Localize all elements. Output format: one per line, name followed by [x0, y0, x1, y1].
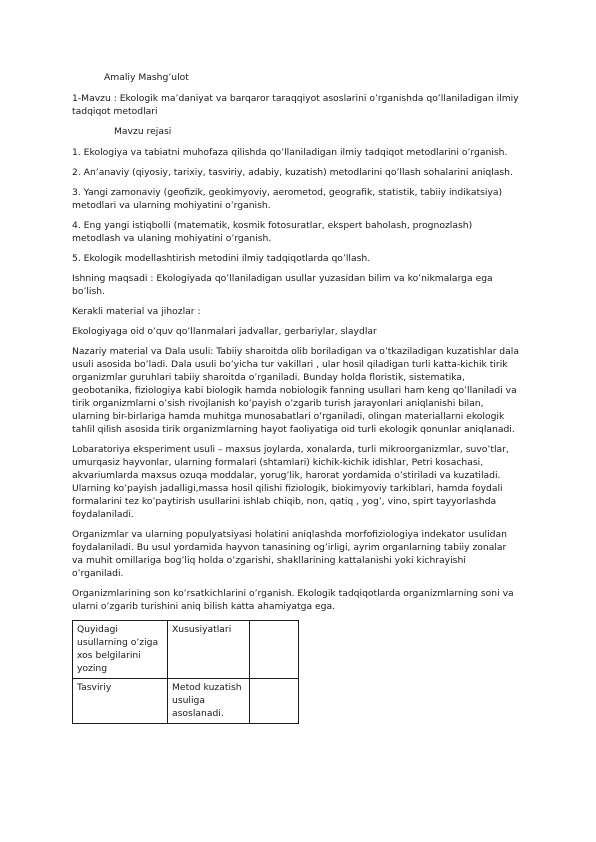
plan-item-3: 3. Yangi zamonaviy (geofizik, geokimyoviy, aerometod, geografik, statistik, tabiiy indikatsiya) metodlari va ularning mohiyatini o’rganish.: [72, 187, 503, 211]
plan-heading: Mavzu rejasi: [114, 126, 172, 137]
table-cell: Xususiyatlari: [168, 621, 250, 679]
table-cell: Quyidagi usullarning o’ziga xos belgilarini yozing: [73, 621, 168, 679]
table-cell: Tasviriy: [73, 679, 168, 724]
paragraph-morpho-method: Organizmlar va ularning populyatsiyasi holatini aniqlashda morfofiziologiya indekator usulidan foydalaniladi. Bu usul yordamida hayvon tanasining og’irligi, ayrim organlarning tabiiy zonalar va muhit omillariga bog’liq holda o’zgarishi, shakllarining kattalanishi yoki kichrayishi o’rganiladi.: [72, 529, 507, 579]
plan-item-2: 2. An’anaviy (qiyosiy, tarixiy, tasviriy, adabiy, kuzatish) metodlarini qo’llash sohalarini aniqlash.: [72, 167, 513, 178]
paragraph-field-method: Nazariy material va Dala usuli: Tabiiy sharoitda olib boriladigan va o’tkaziladigan kuzatishlar dala usuli asosida bo’ladi. Dala usuli bo’yicha tur vakillari , ular hosil qiladigan turli katta-kichik tirik organizmlar guruhlari tabiiy sharoitda o’rganiladi. Bunday holda floristik, sistematika, geobotanika, fiziologiya kabi biologik hamda nobiologik fanning usullari ham keng qo’llaniladi va tirik organizmlarni o’sish rivojlanish ko’payish o’zgarib turish jarayonlari aniqlanishi bilan, ularning bir-birlariga hamda muhitga munosabatlari o’rganiladi, olingan materiallarni ekologik tahlil qilish asosida tirik organizmlarning hayot faoliyatiga oid turli ekologik qonunlar aniqlanadi.: [72, 346, 519, 435]
plan-item-5: 5. Ekologik modellashtirish metodini ilmiy tadqiqotlarda qo’llash.: [72, 253, 371, 264]
paragraph-lab-method: Lobaratoriya eksperiment usuli – maxsus joylarda, xonalarda, turli mikroorganizmlar, suvo’tlar, umurqasiz hayvonlar, ularning formalari (shtamlari) kichik-kichik idishlar, Petri kosachasi, akvariumlarda maxsus ozuqa moddalar, yorug’lik, harorat yordamida o’stiriladi va kuzatiladi. Ularning ko’payish jadalligi,massa hosil qilishi fiziologik, biokimyoviy tarkiblari, hamda foydali formalarini tez ko’paytirish usullarini ishlab chiqib, non, qatiq , yog’, vino, spirt tayyorlashda foydalaniladi.: [72, 444, 509, 520]
document-title: Amaliy Mashg’ulot: [104, 72, 189, 83]
table-cell: Metod kuzatish usuliga asoslanadi.: [168, 679, 250, 724]
table-cell: [250, 679, 299, 724]
table-cell: [250, 621, 299, 679]
table-row: [73, 621, 299, 679]
methods-table: [72, 620, 299, 724]
plan-item-1: 1. Ekologiya va tabiatni muhofaza qilishda qo’llaniladigan ilmiy tadqiqot metodlarini o’rganish.: [72, 147, 508, 158]
plan-item-4: 4. Eng yangi istiqbolli (matematik, kosmik fotosuratlar, ekspert baholash, prognozlash) metodlash va ulaning mohiyatini o’rganish.: [72, 220, 473, 244]
table-row: [73, 679, 299, 724]
topic-line: 1-Mavzu : Ekologik ma’daniyat va barqaror taraqqiyot asoslarini o’rganishda qo’llaniladigan ilmiy tadqiqot metodlari: [72, 93, 519, 117]
paragraph-count-method: Organizmlarining son ko’rsatkichlarini o’rganish. Ekologik tadqiqotlarda organizmlarning soni va ularni o’zgarib turishini aniq bilish katta ahamiyatga ega.: [72, 588, 514, 612]
goal-line: Ishning maqsadi : Ekologiyada qo’llaniladigan usullar yuzasidan bilim va ko’nikmalarga ega bo’lish.: [72, 273, 493, 297]
materials-heading: Kerakli material va jihozlar :: [72, 306, 201, 317]
materials-line: Ekologiyaga oid o’quv qo’llanmalari jadvallar, gerbariylar, slaydlar: [72, 326, 377, 337]
